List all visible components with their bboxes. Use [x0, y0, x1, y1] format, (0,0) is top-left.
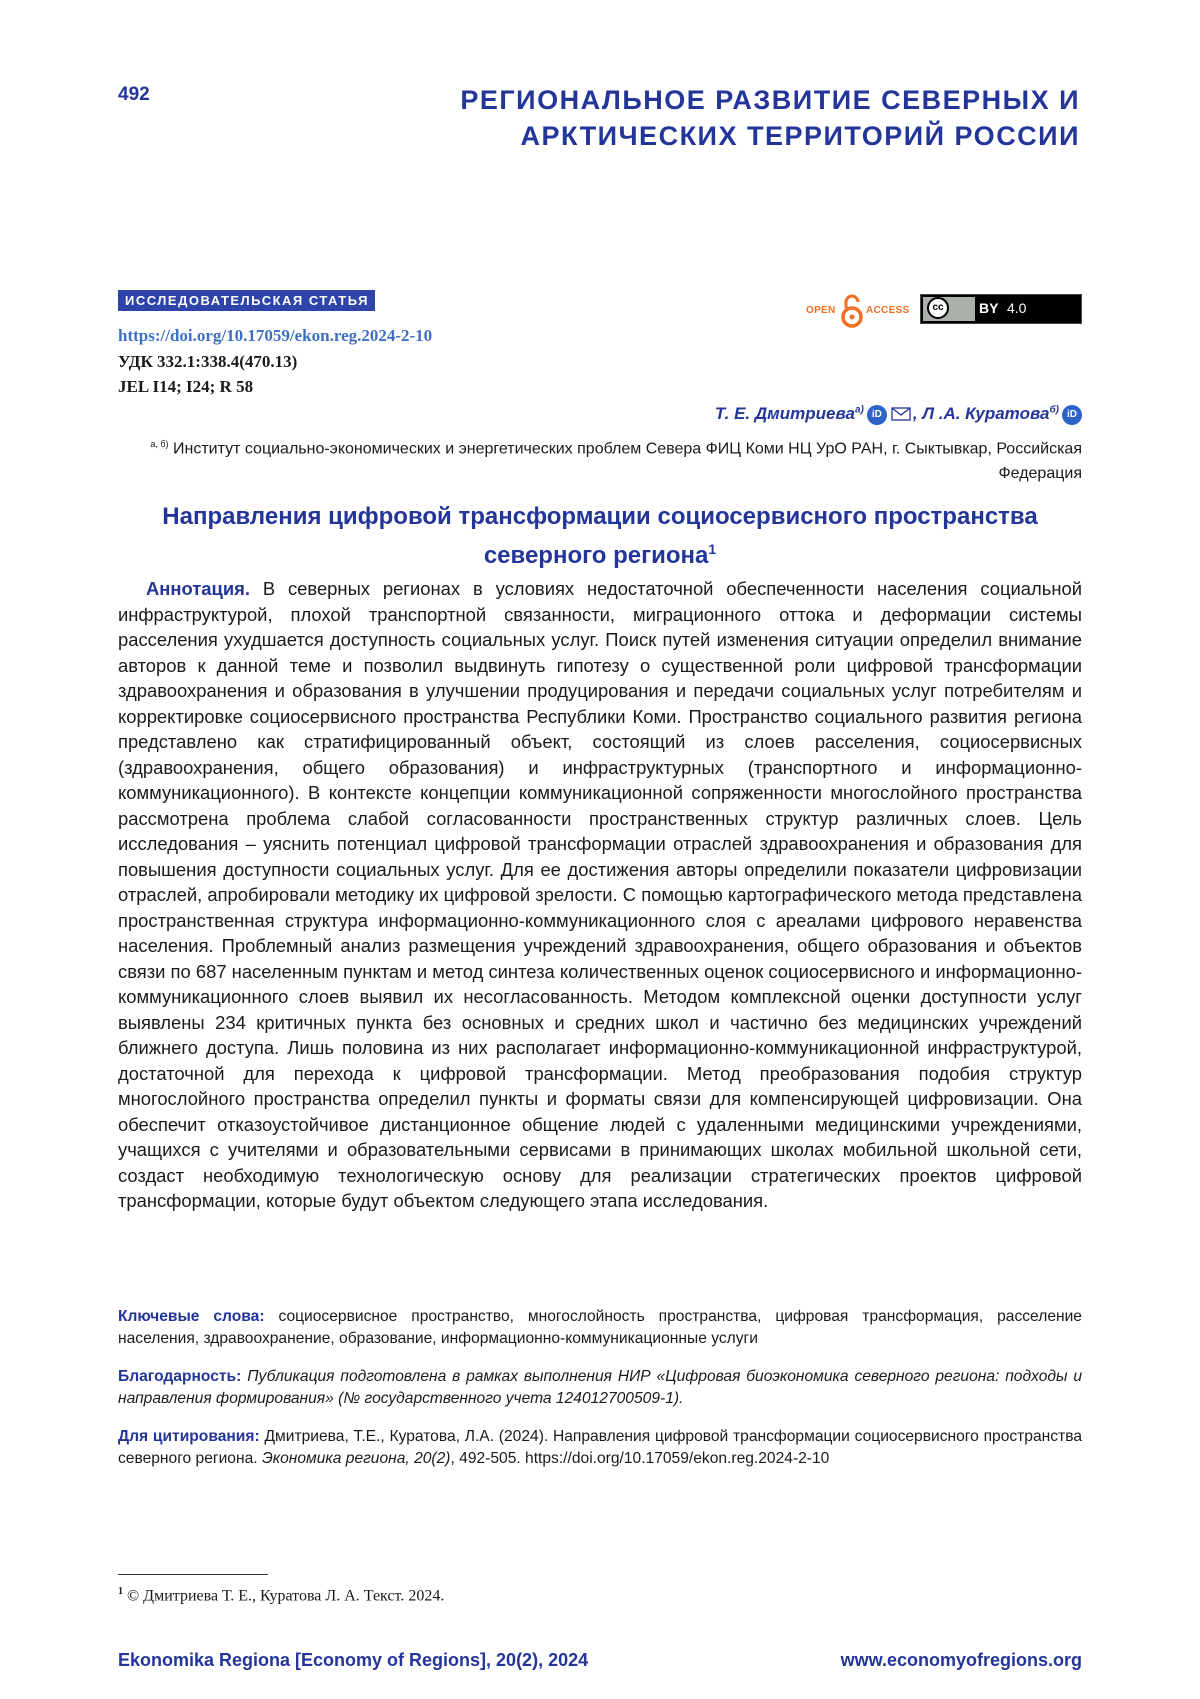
acknowledgement-label: Благодарность:: [118, 1368, 242, 1385]
open-access-open-label: OPEN: [806, 305, 836, 316]
affiliation: [122, 432, 1082, 486]
acknowledgement: [118, 1366, 1082, 1410]
footnote-divider: [118, 1574, 268, 1575]
udc-code: УДК 332.1:338.4(470.13): [118, 352, 298, 371]
article-title: [118, 500, 1082, 572]
article-title-text: Направления цифровой трансформации социосервисного пространства северного региона: [162, 503, 1038, 569]
keywords-text: социосервисное пространство, многослойность пространства, цифровая трансформация, расселение населения, здравоохранение, образование, информационно-коммуникационные услуги: [118, 1308, 1082, 1347]
affiliation-text: Институт социально-экономических и энергетических проблем Севера ФИЦ Коми НЦ УрО РАН, г. Сыктывкар, Российская Федерация: [172, 440, 1082, 483]
footer-journal-reference: Ekonomika Regiona [Economy of Regions], 20(2), 2024: [118, 1650, 589, 1670]
author-name: Т. Е. Дмитриева: [714, 404, 855, 423]
citation-pages-doi[interactable]: , 492-505. https://doi.org/10.17059/ekon.reg.2024-2-10: [450, 1450, 830, 1467]
citation: [118, 1426, 1082, 1470]
keywords-label: Ключевые слова:: [118, 1308, 265, 1325]
citation-text: Дмитриева, Т.Е., Куратова, Л.А. (2024). Направления цифровой трансформации социосервисного пространства северного региона.: [118, 1428, 1082, 1467]
footer-website-link[interactable]: www.economyofregions.org: [840, 1650, 1082, 1670]
author-name: Л .А. Куратова: [922, 404, 1050, 423]
mail-icon[interactable]: [891, 407, 911, 421]
abstract-label: Аннотация.: [146, 578, 250, 599]
author-line: Т. Е. Дмитриева$^{а)}$ iD , Л .А. Куратова$^{б)}$ iD: [482, 404, 1082, 425]
page-number: 492: [118, 84, 150, 105]
footnote-text: © Дмитриева Т. Е., Куратова Л. А. Текст. 2024.: [127, 1587, 445, 1605]
cc-by-license-badge[interactable]: [920, 294, 1082, 324]
footnote: [118, 1586, 444, 1605]
keywords: [118, 1306, 1082, 1350]
citation-journal: Экономика региона, 20(2): [261, 1450, 451, 1467]
author-affiliation-mark: б): [1049, 404, 1059, 416]
doi-link[interactable]: https://doi.org/10.17059/ekon.reg.2024-2-10: [118, 326, 433, 345]
affiliation-mark: а, б): [150, 439, 169, 449]
jel-codes: JEL I14; I24; R 58: [118, 377, 254, 396]
cc-by-label: BY: [979, 300, 999, 316]
open-access-access-label: ACCESS: [866, 305, 910, 316]
open-access-lock-icon: [840, 294, 864, 328]
author-affiliation-mark: а): [854, 404, 864, 416]
journal-section-title: РЕГИОНАЛЬНОЕ РАЗВИТИЕ СЕВЕРНЫХ И АРКТИЧЕСКИХ ТЕРРИТОРИЙ РОССИИ: [460, 85, 1080, 151]
abstract-text: В северных регионах в условиях недостаточной обеспеченности населения социальной инфраструктурой, плохой транспортной связанности, миграционного оттока и деформации системы расселения ухудшается доступность социальных услуг. Поиск путей изменения ситуации определил внимание авторов к данной теме и позволил выдвинуть гипотезу о существенной роли цифровой трансформации здравоохранения и образования в улучшении продуцирования и передачи социальных услуг потребителям и корректировке социосервисного пространства Республики Коми. Пространство социального развития региона представлено как стратифицированный объект, состоящий из слоев расселения, социосервисных (здравоохранения, общего образования) и инфраструктурных (транспортного и информационно-коммуникационного). В контексте концепции коммуникационной сопряженности многослойного пространства рассмотрена проблема слабой согласованности пространственных структур различных слоев. Цель исследования – уяснить потенциал цифровой трансформации отраслей здравоохранения и образования для повышения доступности социальных услуг. Для ее достижения авторы определили показатели цифровизации отраслей, апробировали методику их цифровой зрелости. С помощью картографического метода представлена пространственная структура информационно-коммуникационного слоя с ареалами цифрового неравенства населения. Проблемный анализ размещения учреждений здравоохранения, общего образования и объектов связи по 687 населенным пунктам и метод синтеза количественных оценок социосервисного и информационно-коммуникационного слоев выявил их несогласованность. Методом комплексной оценки доступности услуг выявлены 234 критичных пункта без основных и средних школ и частично без медицинских учреждений ближнего доступа. Лишь половина из них располагает информационно-коммуникационной инфраструктурой, достаточной для перехода к цифровой трансформации. Метод преобразования подобия структур многослойного пространства определил пункты и форматы связи для компенсирующей цифровизации. Она обеспечит отказоустойчивое дистанционное общение людей с удаленными медицинскими учреждениями, учащихся с учителями и образовательными сервисами в принимающих школах мобильной школьной сети, создаст необходимую технологическую основу для реализации стратегических проектов цифровой трансформации, которые будут объектом следующего этапа исследования.: [118, 578, 1082, 1211]
cc-icon: cc: [927, 297, 949, 319]
article-type-badge: ИССЛЕДОВАТЕЛЬСКАЯ СТАТЬЯ: [118, 290, 375, 311]
acknowledgement-text: Публикация подготовлена в рамках выполнения НИР «Цифровая биоэкономика северного региона: подходы и направления формирования» (№ государственного учета 124012700509-1).: [118, 1368, 1082, 1407]
open-access-logo: [806, 294, 916, 328]
title-footnote-mark: 1: [708, 541, 717, 557]
citation-label: Для цитирования:: [118, 1428, 260, 1445]
footnote-mark: 1: [118, 1586, 123, 1597]
orcid-icon[interactable]: iD: [1062, 405, 1082, 425]
orcid-icon[interactable]: iD: [867, 405, 887, 425]
cc-badge-left-panel: [923, 297, 975, 321]
abstract: [118, 576, 1082, 1214]
cc-version-label: 4.0: [1007, 300, 1027, 316]
